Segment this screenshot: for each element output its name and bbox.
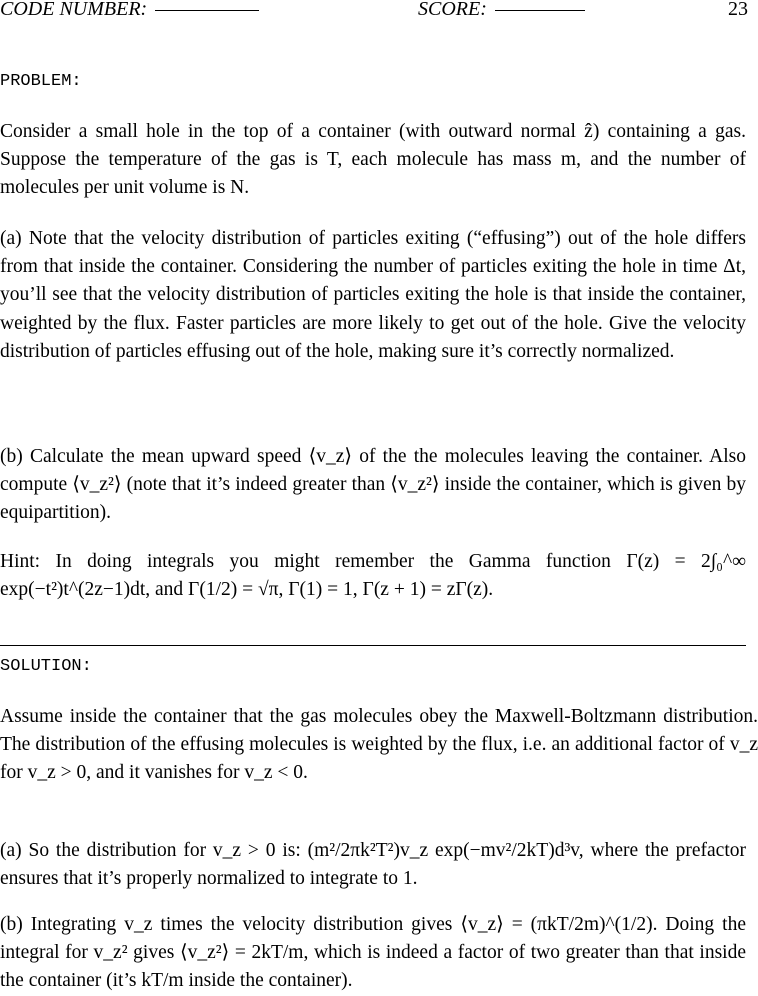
score-field <box>418 0 585 21</box>
solution-part-a: (a) So the distribution for v_z > 0 is: (m²/2πk²T²)v_z exp(−mv²/2kT)d³v, where the prefactor ensures that it’s properly normalized to integrate to 1. <box>0 840 746 890</box>
problem-hint: Hint: In doing integrals you might remember the Gamma function Γ(z) = 2∫₀^∞ exp(−t²)t^(2z−1)dt, and Γ(1/2) = √π, Γ(1) = 1, Γ(z + 1) = zΓ(z). <box>0 551 746 601</box>
problem-part-a: (a) Note that the velocity distribution of particles exiting (“effusing”) out of the hole differs from that inside the container. Considering the number of particles exiting the hole in time Δt, you’ll see that the velocity distribution of particles exiting the hole is that inside the container, weighted by the flux. Faster particles are more likely to get out of the hole. Give the velocity distribution of particles effusing out of the hole, making sure it’s correctly normalized. <box>0 228 746 362</box>
score-label: SCORE: <box>418 0 487 20</box>
code-number-blank <box>155 10 259 11</box>
solution-intro: Assume inside the container that the gas molecules obey the Maxwell-Boltzmann distribution. The distribution of the effusing molecules is weighted by the flux, i.e. an additional factor of v_z for v_z > 0, and it vanishes for v_z < 0. <box>0 706 758 784</box>
code-number-field <box>0 0 259 21</box>
code-number-label: CODE NUMBER: <box>0 0 148 20</box>
score-blank <box>495 10 585 11</box>
problem-part-b: (b) Calculate the mean upward speed ⟨v_z⟩ of the the molecules leaving the container. Also compute ⟨v_z²⟩ (note that it’s indeed greater than ⟨v_z²⟩ inside the container, which is given by equipartition). <box>0 446 746 524</box>
page-header <box>0 0 758 24</box>
solution-label: SOLUTION: <box>0 657 92 676</box>
page-number: 23 <box>728 0 748 20</box>
section-divider <box>0 645 746 646</box>
problem-intro: Consider a small hole in the top of a container (with outward normal ẑ) containing a gas. Suppose the temperature of the gas is T, each molecule has mass m, and the number of molecules per unit volume is N. <box>0 121 746 199</box>
solution-part-b: (b) Integrating v_z times the velocity distribution gives ⟨v_z⟩ = (πkT/2m)^(1/2). Doing the integral for v_z² gives ⟨v_z²⟩ = 2kT/m, which is indeed a factor of two greater than that inside the container (it’s kT/m inside the container). <box>0 914 746 992</box>
problem-label: PROBLEM: <box>0 72 82 91</box>
